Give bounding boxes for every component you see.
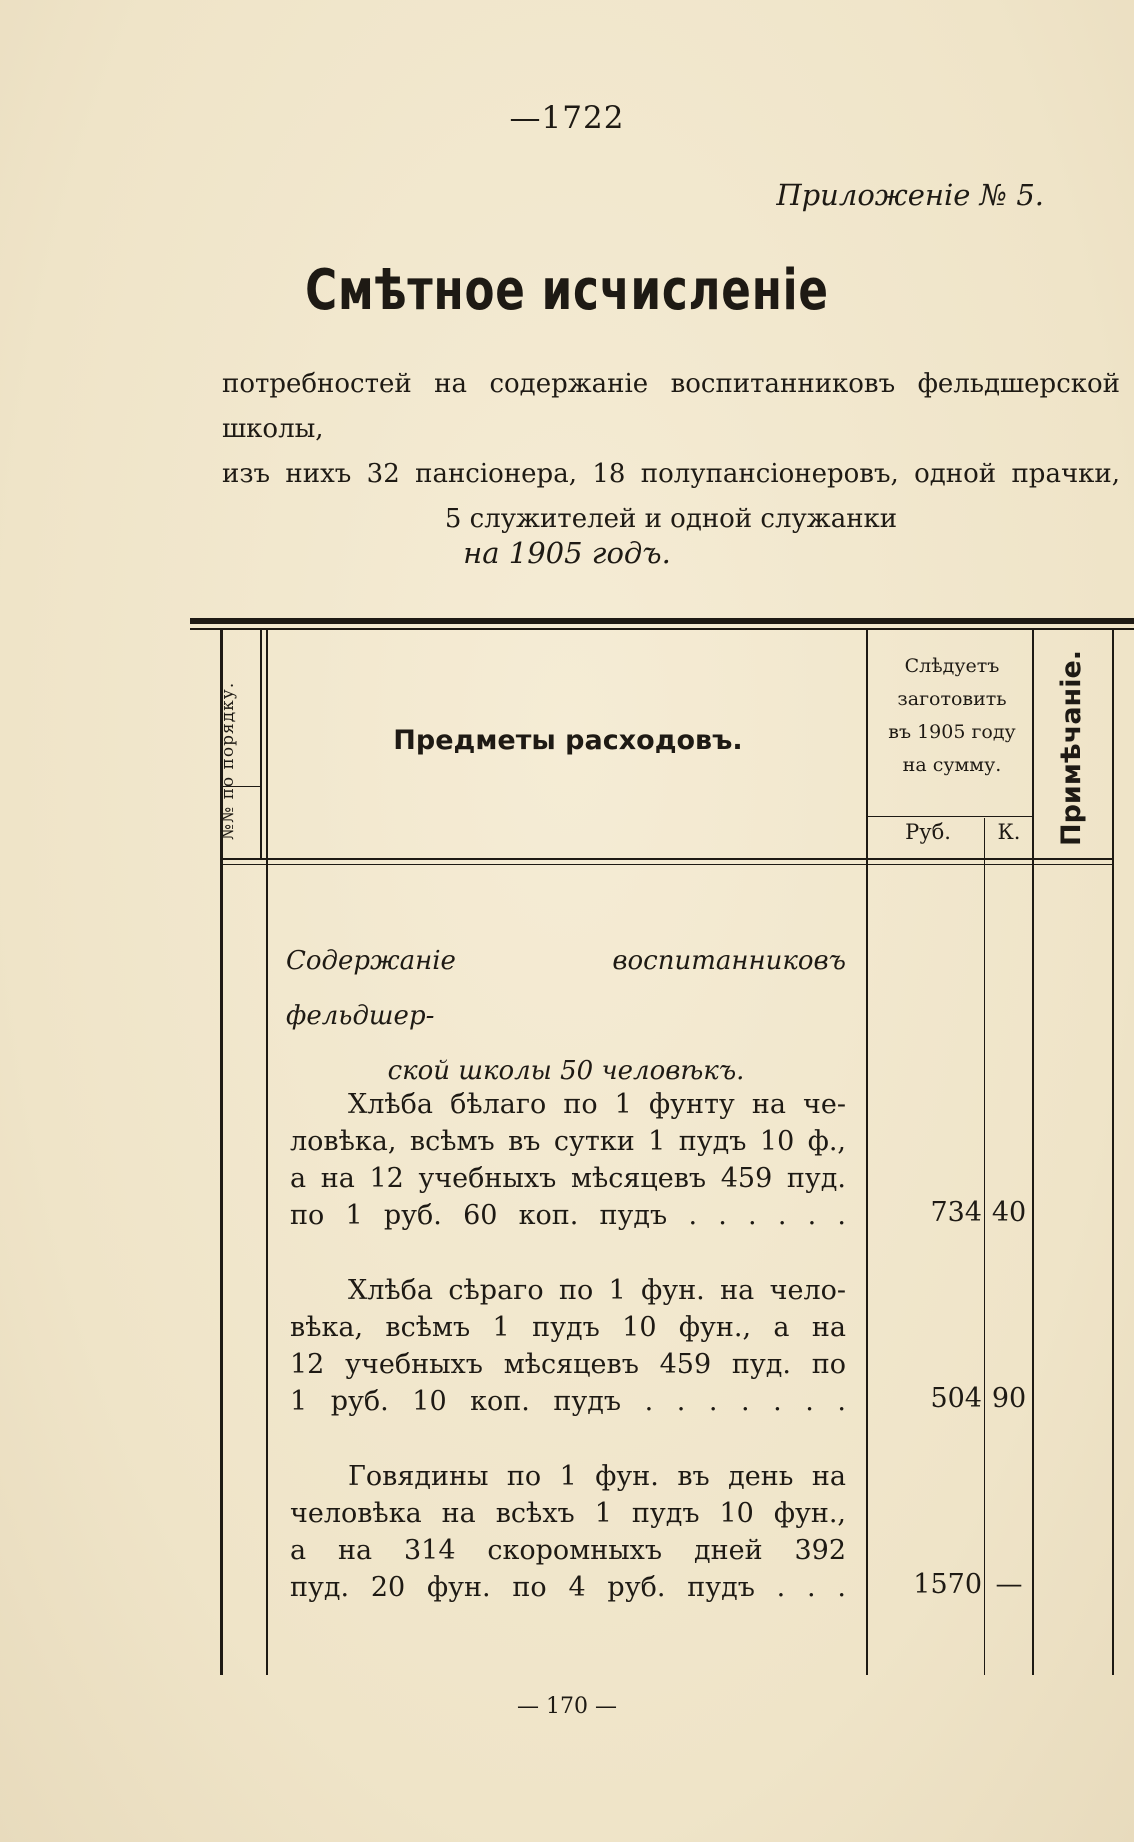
column-header-note: Примѣчанiе. — [1056, 649, 1087, 846]
item-text-line: а на 314 скоромныхъ дней 392 — [290, 1535, 846, 1566]
amount-subheader-rule — [866, 816, 1032, 817]
column-header-amount — [872, 650, 1032, 782]
table-row — [290, 1272, 846, 1420]
item-amount-rub: 734 — [930, 1197, 982, 1228]
section-title-line: ской школы 50 человѣкъ. — [387, 1056, 745, 1086]
subtitle-line: изъ нихъ 32 пансiонера, 18 полупансiонеровъ, одной прачки, — [222, 459, 1120, 489]
amount-header-line: заготовить — [897, 688, 1007, 710]
item-text-line: ловѣка, всѣмъ въ сутки 1 пудъ 10 ф., — [290, 1126, 846, 1157]
item-text-line: 12 учебныхъ мѣсяцевъ 459 пуд. по — [290, 1349, 846, 1380]
table-top-rule — [190, 618, 1134, 624]
column-line — [260, 630, 262, 860]
column-line — [266, 630, 268, 1675]
amount-header-line: на сумму. — [902, 754, 1002, 776]
column-line — [866, 630, 868, 1675]
section-title — [286, 934, 846, 1099]
column-header-rub: Руб. — [905, 820, 951, 844]
item-text-line: Говядины по 1 фун. въ день на — [348, 1461, 846, 1492]
item-text-line: по 1 руб. 60 коп. пудъ . . . . . . — [290, 1200, 846, 1231]
subtitle-line: 5 служителей и одной служанки — [444, 504, 898, 534]
column-header-kop: К. — [997, 820, 1021, 844]
header-bottom-rule-2 — [220, 864, 1114, 865]
item-text-line: а на 12 учебныхъ мѣсяцевъ 459 пуд. — [290, 1163, 846, 1194]
subtitle-line: потребностей на содержанiе воспитанниковъ фельдшерской школы, — [222, 369, 1120, 444]
item-text-line: человѣка на всѣхъ 1 пудъ 10 фун., — [290, 1498, 846, 1529]
amount-header-line: въ 1905 году — [888, 721, 1016, 743]
header-bottom-rule — [220, 858, 1114, 860]
item-amount-kop: 40 — [991, 1197, 1027, 1228]
column-line — [1032, 630, 1034, 1675]
appendix-label: Приложенiе № 5. — [776, 178, 1044, 212]
page-number: —1722 — [509, 100, 625, 136]
table-row — [290, 1458, 846, 1606]
footer-page-number: — 170 — — [517, 1694, 617, 1719]
item-text-line: Хлѣба сѣраго по 1 фун. на чело- — [348, 1275, 846, 1306]
amount-header-line: Слѣдуетъ — [904, 655, 1000, 677]
item-amount-kop: 90 — [991, 1383, 1027, 1414]
item-amount-rub: 504 — [930, 1383, 982, 1414]
table-top-rule-thin — [190, 628, 1134, 630]
document-subtitle — [222, 362, 1120, 542]
section-title-line: Содержанiе воспитанниковъ фельдшер- — [286, 946, 846, 1031]
item-text-line: пуд. 20 фун. по 4 руб. пудъ . . . — [290, 1572, 846, 1603]
item-amount-kop: — — [995, 1569, 1023, 1600]
item-text-line: 1 руб. 10 коп. пудъ . . . . . . . — [290, 1386, 846, 1417]
column-header-items: Предметы расходовъ. — [393, 725, 743, 756]
item-text-line: вѣка, всѣмъ 1 пудъ 10 фун., а на — [290, 1312, 846, 1343]
column-line — [984, 818, 985, 1675]
table-row — [290, 1086, 846, 1234]
column-line — [1112, 630, 1114, 1675]
item-amount-rub: 1570 — [913, 1569, 982, 1600]
document-title: Смѣтное исчисленiе — [305, 258, 829, 323]
column-header-number: №№ по порядку. — [218, 681, 238, 840]
item-text-line: Хлѣба бѣлаго по 1 фунту на че- — [348, 1089, 846, 1120]
year-line: на 1905 годъ. — [463, 536, 671, 570]
